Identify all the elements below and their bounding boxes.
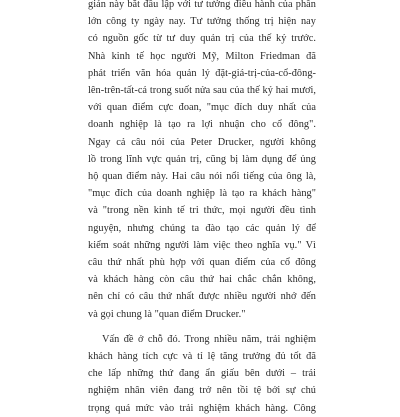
- text-line: câu thứ nhất phù hợp với quan điểm của cổ đông: [88, 257, 316, 269]
- text-line: và "trong nền kinh tế tri thức, mọi người đều tình: [88, 205, 316, 217]
- text-line: và khách hàng còn câu thứ hai chắc chắn không,: [88, 274, 316, 286]
- text-line: khách hàng tích cực và tỉ lệ tăng trưởng đủ tốt đã: [88, 351, 316, 363]
- text-line: với quan điểm cực đoan, "mục đích duy nhất của: [88, 102, 316, 114]
- text-line: kiểm soát những người làm việc theo nghĩa vụ." Vì: [88, 239, 316, 251]
- text-line: lớn công ty ngày nay. Tư tưởng thống trị hiện nay: [88, 16, 316, 28]
- text-line: nên chỉ có câu thứ nhất được nhiều người nhớ đến: [88, 291, 316, 303]
- text-line: "mục đích của doanh nghiệp là tạo ra khách hàng": [88, 188, 316, 200]
- text-line: và gọi chung là "quan điểm Drucker.": [88, 308, 246, 320]
- body-text: [88, 0, 316, 417]
- text-line: Ngay cả câu nói của Peter Drucker, người không: [88, 136, 316, 148]
- text-line: có nguồn gốc từ tư duy quản trị của thế kỷ trước.: [88, 33, 316, 45]
- paragraph: [88, 0, 316, 323]
- text-line: nguyện, nhưng chúng ta đào tạo các quản lý để: [88, 222, 316, 234]
- text-line: nghiệm nhân viên đang trở nên tồi tệ bởi sự chú: [88, 385, 316, 397]
- text-line: doanh nghiệp là tạo ra lợi nhuận cho cổ đông".: [88, 119, 316, 131]
- text-line: Vấn đề ở chỗ đó. Trong nhiều năm, trải nghiệm: [102, 333, 316, 345]
- text-line: lồ trong lĩnh vực quản trị, cũng bị làm dụng để ủng: [88, 153, 316, 165]
- text-line: Nhà kinh tế học người Mỹ, Milton Friedman đã: [88, 50, 316, 62]
- text-line: giản này bắt đầu lập với tư tưởng điều hành của phần: [88, 0, 316, 10]
- text-line: phát triển văn hóa quản lý đặt-giá-trị-của-cổ-đông-: [88, 67, 316, 79]
- paragraph: [88, 331, 316, 417]
- text-line: lên-trên-tất-cả trong suốt nửa sau của thế kỷ hai mươi,: [88, 85, 316, 97]
- text-line: che lấp những thứ đang ẩn giấu bên dưới – trải: [88, 368, 316, 380]
- text-line: hộ quan điểm này. Hai câu nói nổi tiếng của ông là,: [88, 171, 316, 183]
- text-line: trọng quá mức vào trải nghiệm khách hàng. Công: [88, 402, 316, 414]
